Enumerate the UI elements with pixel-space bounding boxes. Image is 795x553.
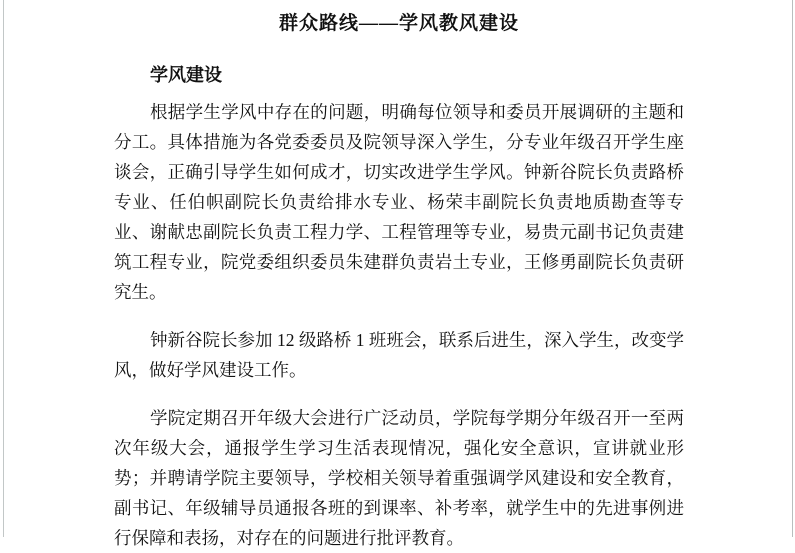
paragraph-1: 根据学生学风中存在的问题，明确每位领导和委员开展调研的主题和分工。具体措施为各党委委员及院领导深入学生，分专业年级召开学生座谈会，正确引导学生如何成才，切实改进学生学风。钟新谷院长负责路桥专业、任伯帜副院长负责给排水专业、杨荣丰副院长负责地质勘查等专业、谢献忠副院长负责工程力学、工程管理等专业，易贵元副书记负责建筑工程专业，院党委组织委员朱建群负责岩土专业，王修勇副院长负责研究生。 <box>114 102 684 302</box>
paragraph-3: 学院定期召开年级大会进行广泛动员，学院每学期分年级召开一至两次年级大会，通报学生学习生活表现情况，强化安全意识，宣讲就业形势；并聘请学院主要领导，学校相关领导着重强调学风建设和安全教育，副书记、年级辅导员通报各班的到课率、补考率，就学生中的先进事例进行保障和表扬，对存在的问题进行批评教育。 <box>114 408 684 548</box>
paragraph-2: 钟新谷院长参加 12 级路桥 1 班班会，联系后进生，深入学生，改变学风，做好学风建设工作。 <box>114 330 684 380</box>
document-title: 群众路线——学风教风建设 <box>278 13 519 34</box>
section-heading: 学风建设 <box>150 65 222 85</box>
document-page <box>3 0 793 548</box>
